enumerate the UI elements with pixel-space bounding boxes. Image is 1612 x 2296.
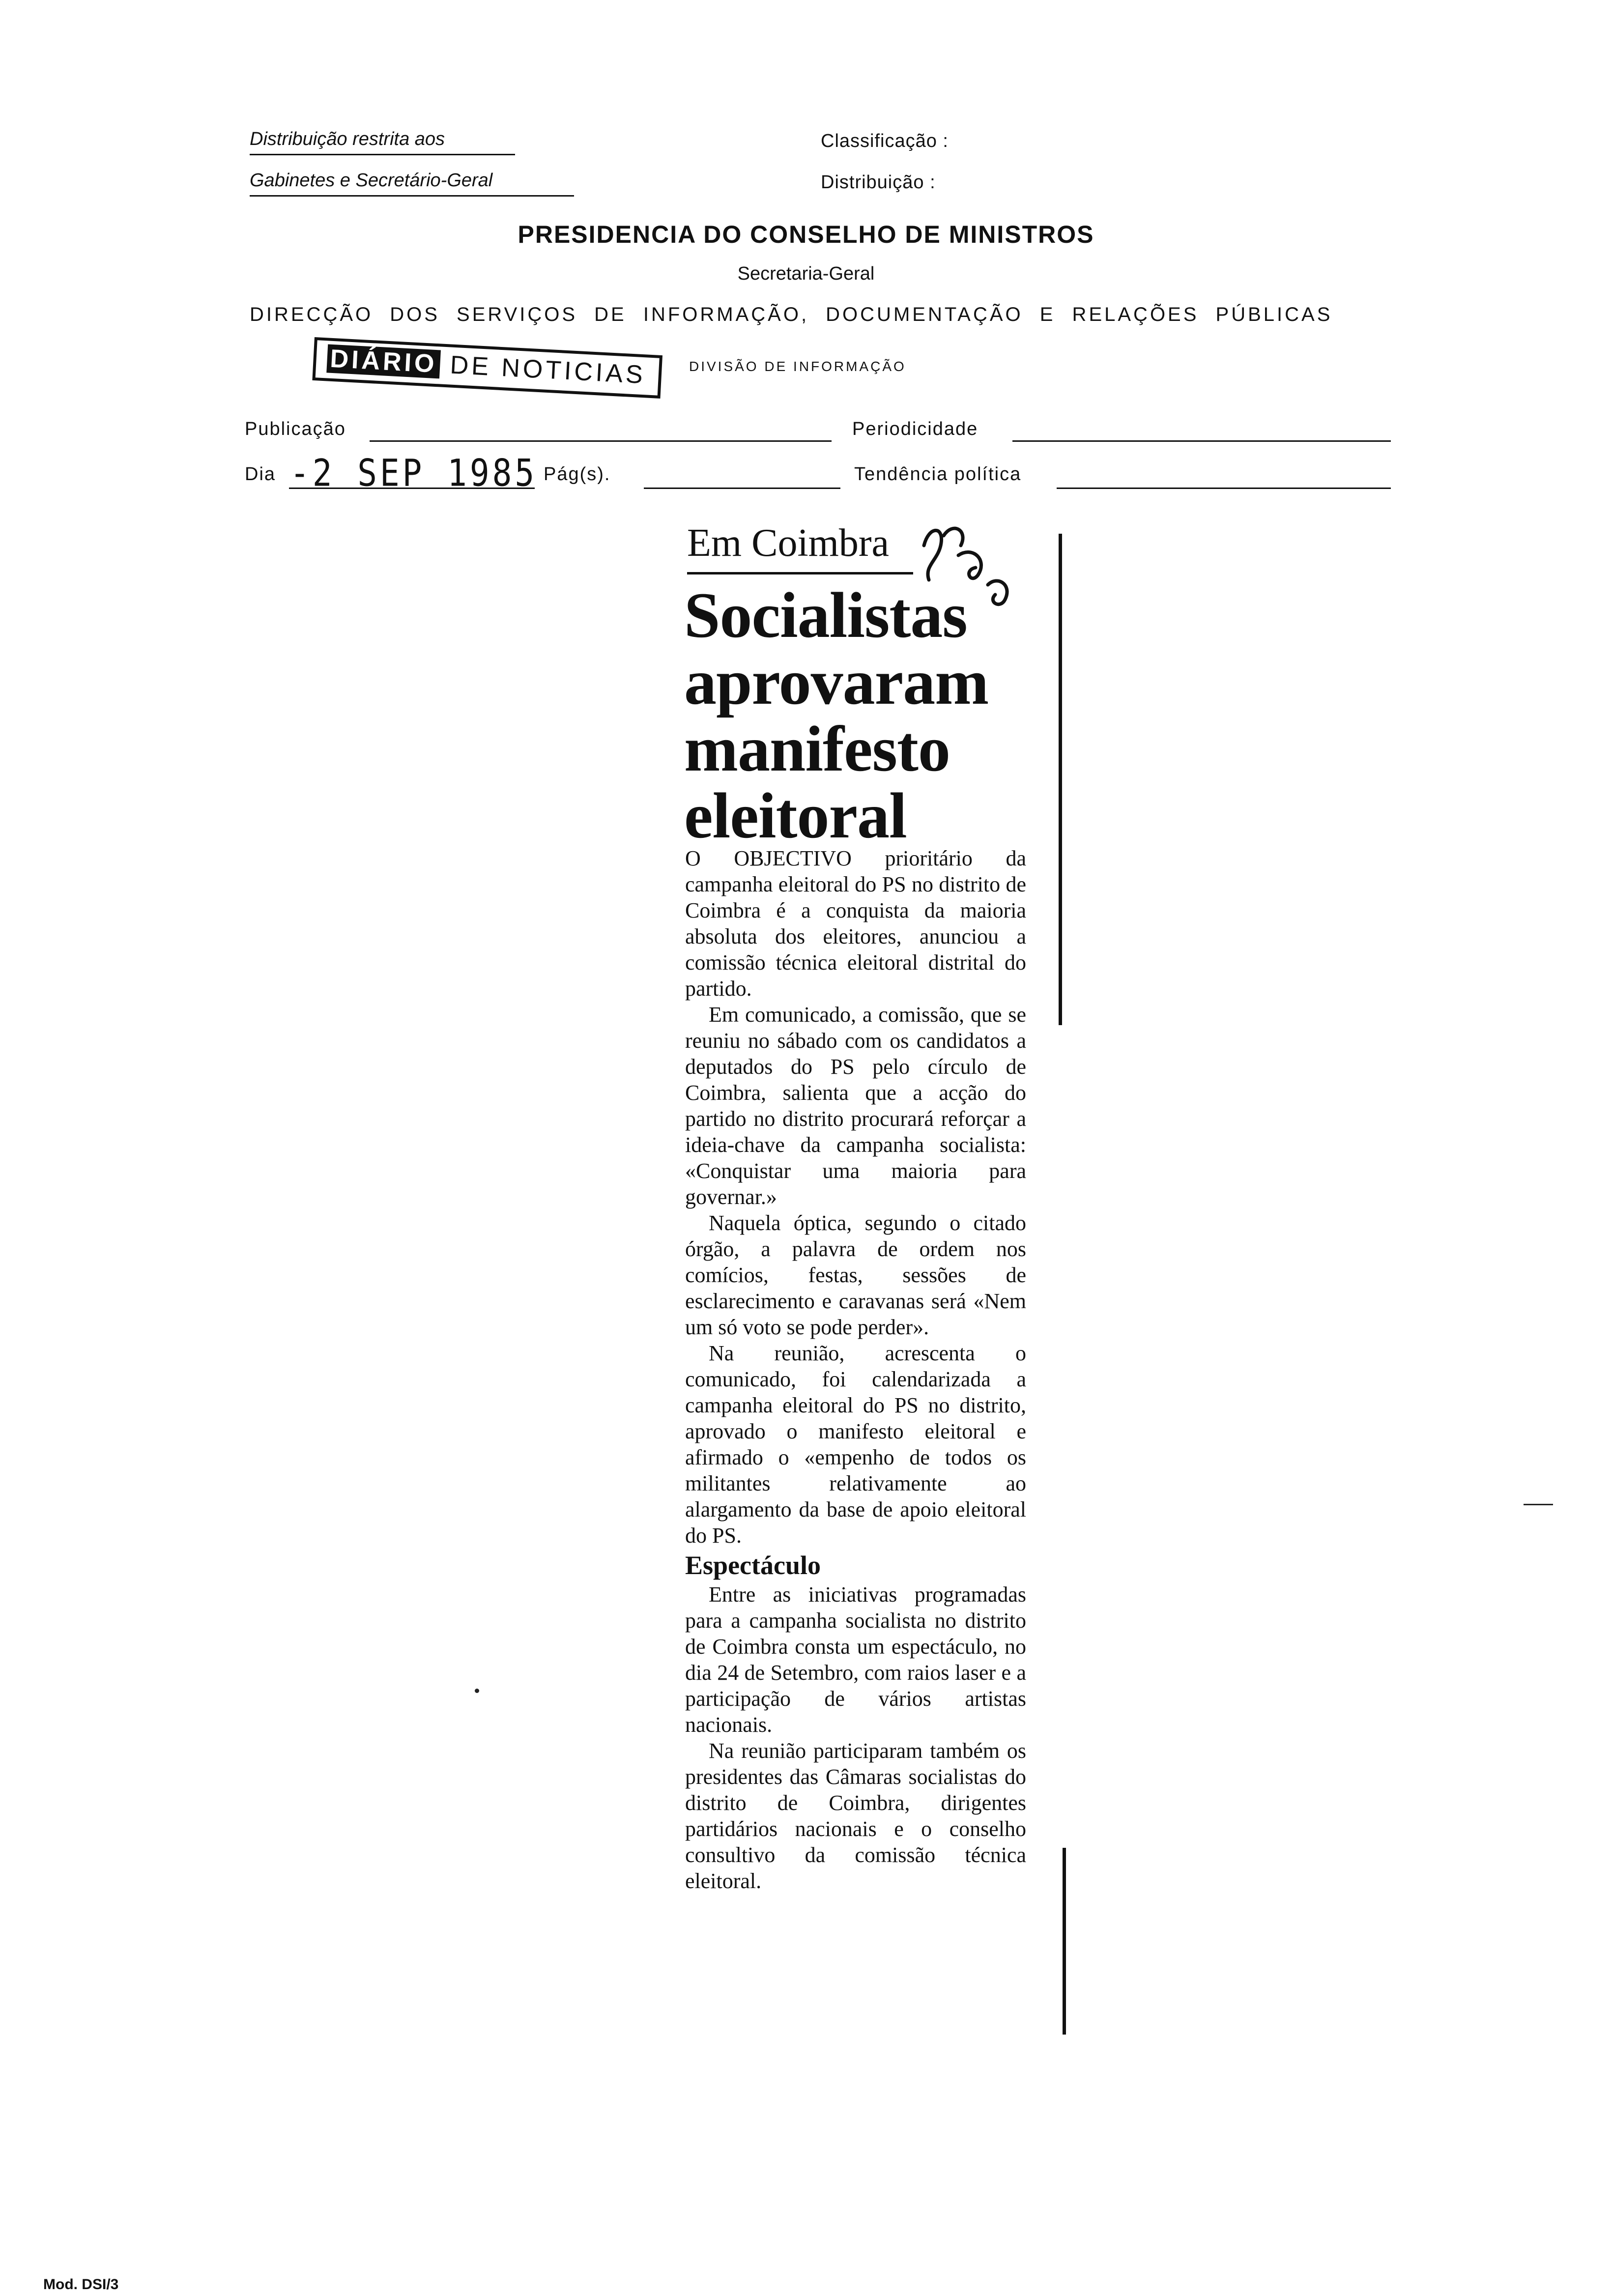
classification-label: Classificação :: [821, 131, 949, 151]
distribution-label: Distribuição :: [821, 172, 936, 193]
date-stamp: -2 SEP 1985: [290, 451, 538, 495]
article-paragraph: Em comunicado, a comissão, que se reuniu no sábado com os candidatos a deputados do PS pelo círculo de Coimbra, salienta que a acção do partido no distrito procurará reforçar a ideia-chave da campanha socialista: «Conquistar uma maioria para governar.»: [685, 1003, 1026, 1209]
restricted-distribution-label-2: [250, 170, 574, 197]
form-code: Mod. DSI/3: [43, 2276, 119, 2293]
headline-line-1: Socialistas: [684, 579, 967, 651]
article-subhead: Espectáculo: [685, 1550, 821, 1580]
article-paragraph: O OBJECTIVO prioritário da campanha eleitoral do PS no distrito de Coimbra é a conquista da maioria absoluta dos eleitores, anunciou a comissão técnica eleitoral distrital do partido.: [685, 846, 1026, 1001]
division-label: DIVISÃO DE INFORMAÇÃO: [689, 359, 906, 374]
direction-line: DIRECÇÃO DOS SERVIÇOS DE INFORMAÇÃO, DOCUMENTAÇÃO E RELAÇÕES PÚBLICAS: [250, 304, 1333, 325]
headline-line-3: manifesto: [684, 713, 950, 785]
day-label: Dia: [245, 464, 276, 485]
scan-mark: [1524, 1504, 1553, 1505]
periodicity-label: Periodicidade: [852, 419, 979, 439]
headline-line-4: eleitoral: [684, 779, 907, 852]
distribution-line-2: Gabinetes e Secretário-Geral: [250, 170, 574, 197]
article-paragraph: Na reunião, acrescenta o comunicado, foi calendarizada a campanha eleitoral do PS no distrito, aprovado o manifesto eleitoral e afirmado o «empenho de todos os militantes relativamente ao alargamento da base de apoio eleitoral do PS.: [685, 1341, 1026, 1548]
page-title: PRESIDENCIA DO CONSELHO DE MINISTROS: [518, 221, 1094, 248]
newspaper-stamp: [312, 337, 662, 399]
column-rule-lower: [1063, 1848, 1066, 2035]
publication-label: Publicação: [245, 419, 346, 439]
tendency-field-line: [1057, 488, 1391, 489]
kicker-underline: [687, 572, 913, 574]
article-paragraph: Na reunião participaram também os presidentes das Câmaras socialistas do distrito de Coimbra, dirigentes partidários nacionais e o conselho consultivo da comissão técnica eleitoral.: [685, 1739, 1026, 1893]
headline-line-2: aprovaram: [684, 646, 989, 718]
pages-field-line: [644, 488, 840, 489]
pages-label: Pág(s).: [544, 464, 611, 485]
periodicity-field-line: [1012, 440, 1391, 442]
article-paragraph: Entre as iniciativas programadas para a campanha socialista no distrito de Coimbra consta um espectáculo, no dia 24 de Setembro, com raios laser e a participação de vários artistas nacionais.: [685, 1582, 1026, 1737]
scan-speck: [475, 1689, 479, 1693]
article-kicker: Em Coimbra: [687, 521, 890, 565]
article-headline: [684, 579, 989, 852]
stamp-blot: DIÁRIO: [326, 344, 441, 378]
distribution-line-1: Distribuição restrita aos: [250, 129, 515, 155]
publication-field-line: [370, 440, 832, 442]
article-body: [685, 845, 1026, 1894]
stamp-text: DE NOTICIAS: [449, 350, 647, 390]
column-rule-upper: [1059, 534, 1062, 1025]
political-tendency-label: Tendência política: [854, 464, 1022, 485]
page-subtitle: Secretaria-Geral: [737, 263, 875, 284]
restricted-distribution-label: [250, 129, 515, 155]
article-paragraph: Naquela óptica, segundo o citado órgão, a palavra de ordem nos comícios, festas, sessões de esclarecimento e caravanas será «Nem um só voto se pode perder».: [685, 1211, 1026, 1339]
